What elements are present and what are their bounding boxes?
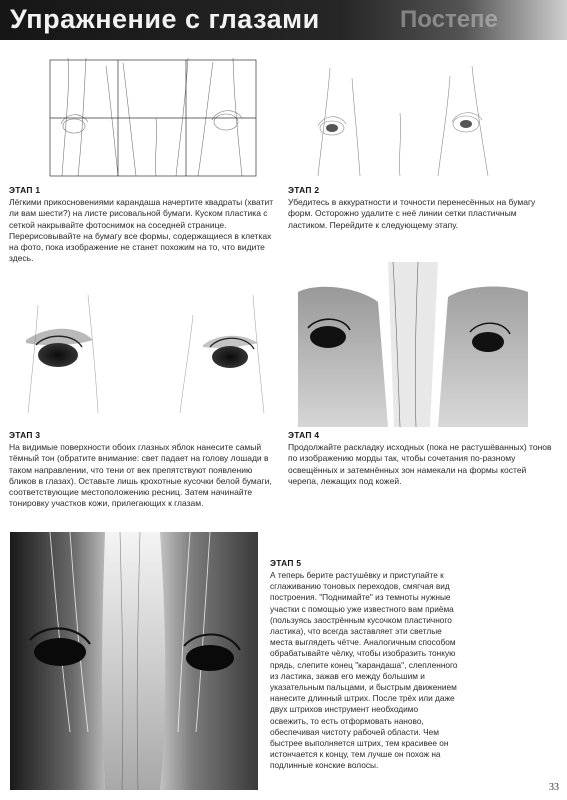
stage-2-illustration <box>300 58 510 178</box>
step-text: На видимые поверхности обоих глазных яблок нанесите самый тёмный тон (обратите внимание: свет падает на голову лошади в таком направлении, что тени от век препятствуют появлению бликов в глазах). Оставьте лишь крохотные кусочки белой бумаги, соответствующие местоположению ресниц. Затем начинайте тонировку участков кожи, прилегающих к глазам. <box>9 442 272 509</box>
stage-2-caption <box>288 185 556 231</box>
page-number: 33 <box>549 782 559 793</box>
stage-3-caption <box>9 430 274 510</box>
step-label: ЭТАП 4 <box>288 430 320 440</box>
stage-3-drawing <box>18 285 268 415</box>
stage-1-illustration <box>48 58 258 178</box>
step-text: Убедитесь в аккуратности и точности перенесённых на бумагу форм. Осторожно удалите с неё линии сетки пластичным ластиком. Перейдите к следующему этапу. <box>288 197 536 230</box>
title-bar <box>0 0 567 40</box>
stage-5-caption <box>270 558 458 772</box>
stage-4-illustration <box>298 262 528 427</box>
background-title-fragment: Постепе <box>400 6 498 33</box>
step-label: ЭТАП 5 <box>270 558 302 568</box>
stage-5-drawing <box>10 532 258 790</box>
stage-2-sketch <box>300 58 510 178</box>
stage-1-caption <box>9 185 274 265</box>
page-title: Упражнение с глазами <box>10 4 320 34</box>
stage-3-illustration <box>18 285 268 415</box>
stage-5-illustration <box>10 532 258 790</box>
stage-4-drawing <box>298 262 528 427</box>
step-label: ЭТАП 2 <box>288 185 320 195</box>
step-text: Продолжайте раскладку исходных (пока не растушёванных) тонов по изображению морды так, чтобы сочетания по-разному освещённых и затемнённых зон намекали на формы костей черепа, лежащих под кожей. <box>288 442 552 486</box>
step-label: ЭТАП 3 <box>9 430 41 440</box>
step-label: ЭТАП 1 <box>9 185 41 195</box>
step-text: Лёгкими прикосновениями карандаша начертите квадраты (хватит ли вам шести?) на листе рисовальной бумаги. Куском пластика с сеткой накрывайте фотоснимок на соседней странице. Перерисовывайте на бумагу все формы, содержащиеся в клетках на фото, пока изображение не станет похожим на то, что видите здесь. <box>9 197 274 264</box>
step-text: А теперь берите растушёвку и приступайте к сглаживанию тоновых переходов, смягчая вид построения. "Поднимайте" из темноты нужные участки с помощью уже известного вам приёма (пользуясь заострённым кусочком пластичного ластика), что всегда заставляет эти светлые места выглядеть чётче. Аналогичным способом обрабатывайте чёлку, чтобы изобразить тонкую прядь, слепите конец "карандаша", слепленного из ластика, зажав его между большим и указательным пальцами, и быстрым движением нанесите длинный штрих. После трёх или даже двух штрихов инструмент необходимо освежить, то есть отформовать наново, обеспечивая чистоту рабочей области. Чем быстрее выполняется штрих, тем красивее он истончается к концу, тем лучше он похож на подлинные конские волосы. <box>270 570 458 771</box>
stage-4-caption <box>288 430 556 487</box>
stage-1-sketch <box>48 58 258 178</box>
